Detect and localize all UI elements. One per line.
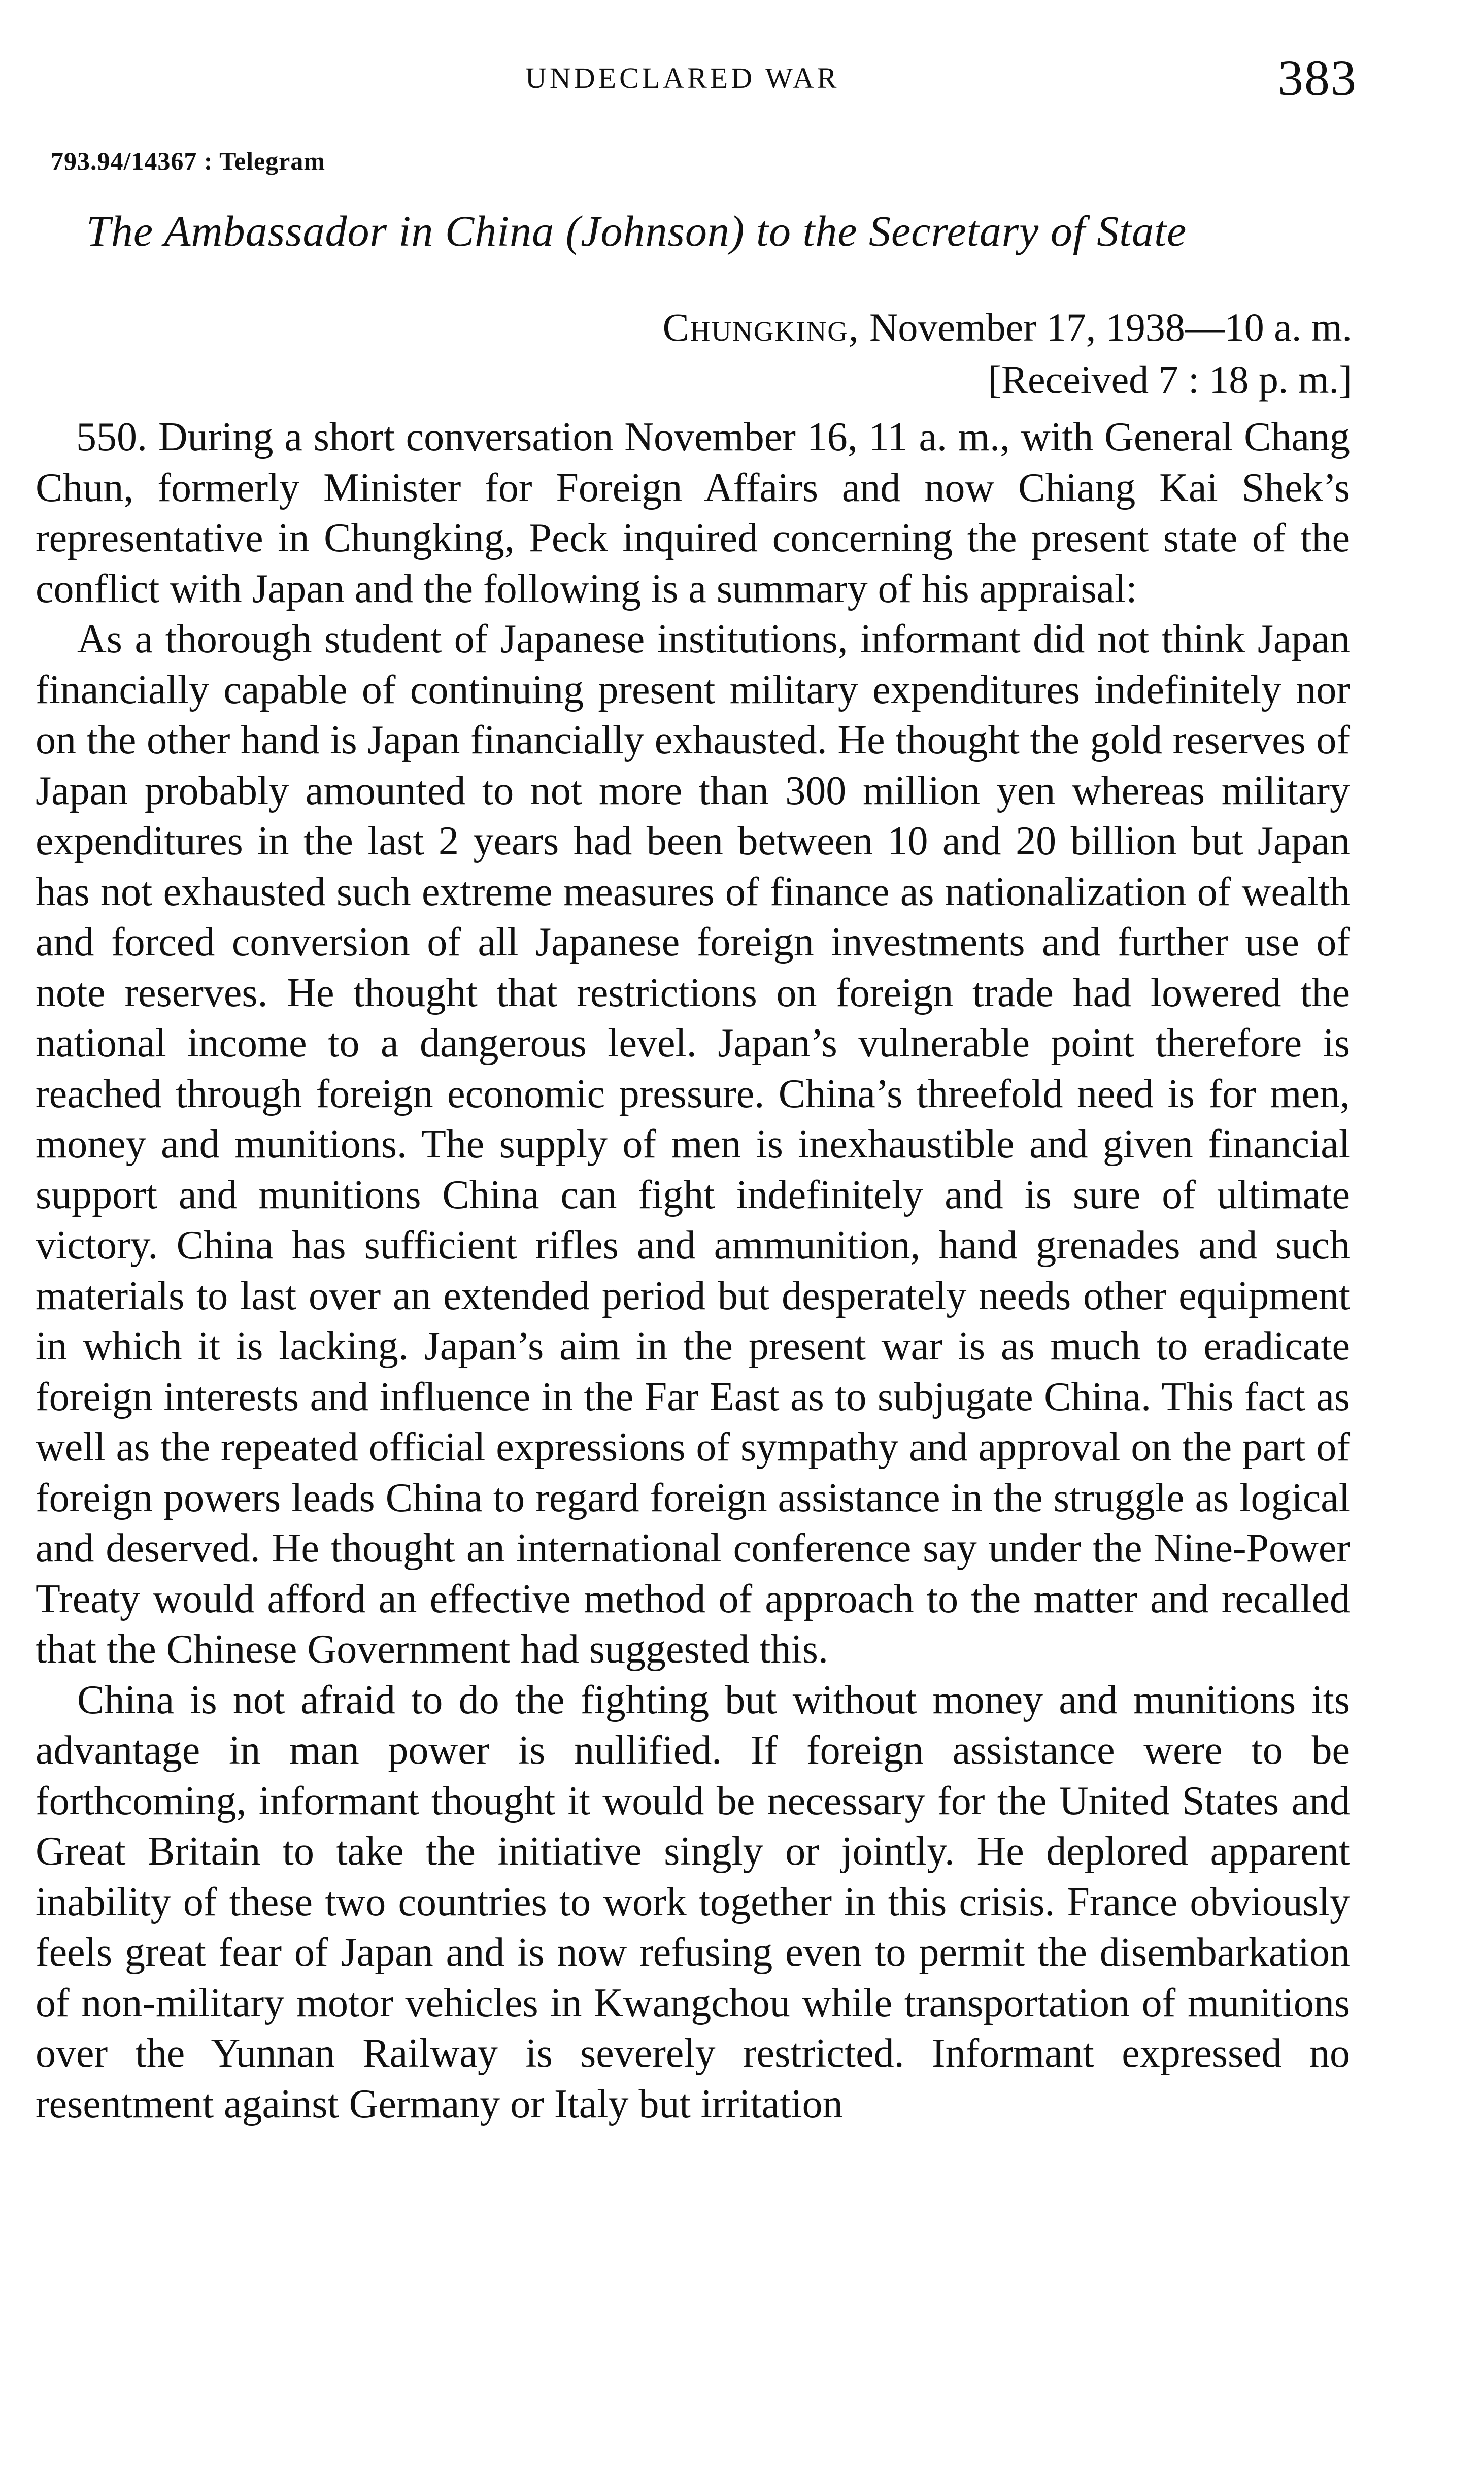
received-note: [Received 7 : 18 p. m.] <box>988 357 1352 402</box>
file-reference: 793.94/14367 : Telegram <box>51 147 326 175</box>
dateline-date: November 17, 1938—10 a. m. <box>869 305 1352 349</box>
page-number: 383 <box>1278 50 1357 106</box>
document-title: The Ambassador in China (Johnson) to the Secretary of State <box>86 207 1187 255</box>
dateline <box>663 305 1352 350</box>
telegram-body <box>36 412 1350 2130</box>
paragraph-3: China is not afraid to do the fighting but without money and munitions its advantage in man power is nullified. If foreign assistance were to be forthcoming, informant thought it would be necessary for the United States and Great Britain to take the initiative singly or jointly. He deplored apparent inability of these two countries to work together in this crisis. France obviously feels great fear of Japan and is now refusing even to permit the disembarkation of non-military motor vehicles in Kwangchou while transportation of munitions over the Yunnan Railway is severely restricted. Informant expressed no resentment against Germany or Italy but irritation <box>36 1677 1350 2126</box>
paragraph-2: As a thorough student of Japanese institutions, informant did not think Japan financially capable of continuing present military expenditures indefinitely nor on the other hand is Japan financially exhausted. He thought the gold reserves of Japan probably amounted to not more than 300 million yen whereas military expenditures in the last 2 years had been between 10 and 20 billion but Japan has not exhausted such extreme measures of finance as nationalization of wealth and forced conversion of all Japanese foreign investments and further use of note reserves. He thought that restrictions on foreign trade had lowered the national income to a dangerous level. Japan’s vulnerable point therefore is reached through foreign economic pressure. China’s threefold need is for men, money and munitions. The supply of men is inexhaustible and given financial support and munitions China can fight indefinitely and is sure of ultimate victory. China has sufficient rifles and ammunition, hand grenades and such materials to last over an extended period but desperately needs other equipment in which it is lacking. Japan’s aim in the present war is as much to eradicate foreign interests and influence in the Far East as to subjugate China. This fact as well as the repeated official expressions of sympathy and approval on the part of foreign powers leads China to regard foreign assistance in the struggle as logical and deserved. He thought an international conference say under the Nine-Power Treaty would afford an effective method of approach to the matter and recalled that the Chinese Government had suggested this. <box>36 617 1350 1672</box>
running-title: UNDECLARED WAR <box>525 61 840 94</box>
paragraph-1: 550. During a short conversation November 16, 11 a. m., with General Chang Chun, formerly Minister for Foreign Affairs and now Chiang Kai Shek’s representative in Chungking, Peck inquired concerning the present state of the conflict with Japan and the following is a summary of his appraisal: <box>36 415 1350 611</box>
dateline-place: Chungking, <box>662 305 860 349</box>
